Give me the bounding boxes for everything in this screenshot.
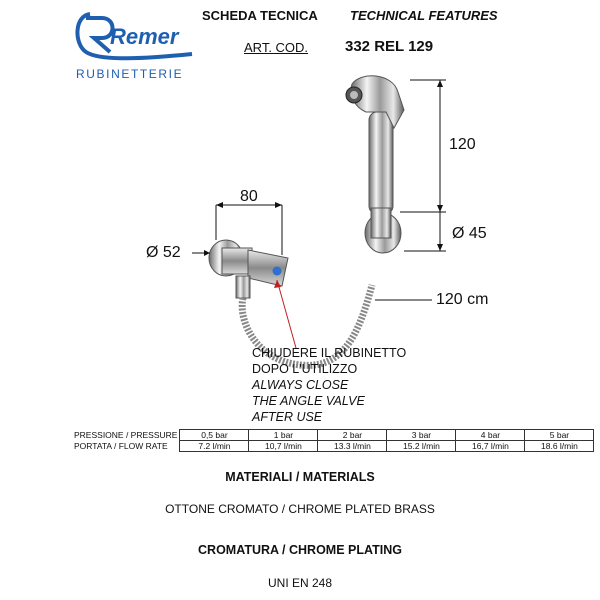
art-code-value: 332 REL 129 [345,38,434,55]
table-row [74,430,594,441]
flow-cell: 13.3 l/min [318,441,387,452]
sheet-title-en: TECHNICAL FEATURES [350,8,498,23]
art-code-label: ART. COD. [244,40,309,55]
dim-valve-width: 80 [240,188,258,205]
materials-value: OTTONE CROMATO / CHROME PLATED BRASS [165,502,435,516]
flow-cell: 10,7 l/min [249,441,318,452]
pressure-label: PRESSIONE / PRESSURE [74,430,178,440]
dim-handshower-height: 120 [449,136,476,153]
dim-bracket-diameter: Ø 45 [452,225,487,242]
flow-rate-table [74,429,594,452]
pressure-cell: 4 bar [456,430,525,441]
pressure-cell: 3 bar [387,430,456,441]
flow-cell: 7.2 l/min [180,441,249,452]
table-row [74,441,594,452]
note-line: ALWAYS CLOSE [252,378,349,392]
flow-label: PORTATA / FLOW RATE [74,441,168,451]
usage-note [252,345,406,425]
dim-hose-length: 120 cm [436,291,489,308]
plating-value: UNI EN 248 [267,576,333,590]
flow-cell: 18.6 l/min [525,441,594,452]
note-line: AFTER USE [252,410,323,424]
pressure-cell: 2 bar [318,430,387,441]
pressure-cell: 0,5 bar [180,430,249,441]
logo-text: Remer [110,24,179,49]
angle-valve [209,240,288,298]
pressure-cell: 5 bar [525,430,594,441]
note-line: THE ANGLE VALVE [252,394,365,408]
note-line: DOPO L'UTILIZZO [252,362,358,376]
plating-title: CROMATURA / CHROME PLATING [198,543,402,557]
materials-title: MATERIALI / MATERIALS [225,470,375,484]
pressure-cell: 1 bar [249,430,318,441]
flow-cell: 16,7 l/min [456,441,525,452]
sheet-title-it: SCHEDA TECNICA [202,8,318,23]
dim-valve-diameter: Ø 52 [146,244,181,261]
brand-subtitle: RUBINETTERIE [76,67,184,81]
flow-cell: 15.2 l/min [387,441,456,452]
note-line: CHIUDERE IL RUBINETTO [252,346,407,360]
